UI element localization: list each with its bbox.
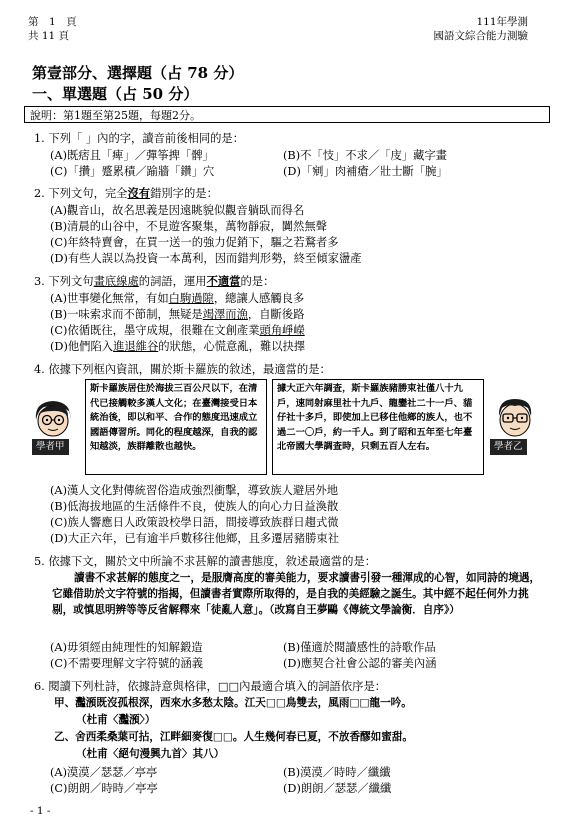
option-c[interactable]: (C)朗朗／時時／亭亭 [50,782,158,795]
question-stem-pre: 下列文句，完全 [48,187,128,200]
question-number: 6. [34,680,45,693]
option-c[interactable]: (C)族人響應日人政策設校學日語，間接導致族群日趨式微 [50,516,339,529]
question-number: 2. [34,187,45,200]
scholar-b-label: 學者乙 [490,439,527,455]
info-box-right-text: 據大正六年調查，斯卡羅族豬勝束社僅八十九戶，速同射麻里社十九戶、龍鑾社二十一戶、貓仔社十多戶，即使加上已移住他鄉的族人，也不過二一〇戶，約一千人。到了昭和五年至七年臺北帝國大學調查時，只剩五百人左右。 [277,383,473,452]
scholar-b-avatar [492,396,538,438]
page-number: 第 1 頁 [28,16,77,28]
question-5 [34,554,376,569]
question-1 [34,131,244,146]
option-c[interactable]: (C)「攢」蹙累積／踰牆「鑽」穴 [50,165,215,178]
option-a[interactable]: (A)漢人文化對傳統習俗造成強烈衝擊，導致族人避居外地 [50,484,339,497]
poem-1-source: （杜甫〈灩澦〉） [76,714,156,726]
question-6 [34,679,386,694]
question-stem: 閱讀下列杜詩，依據詩意與格律，□□內最適合填入的詞語依序是： [48,680,387,693]
info-box-left [85,379,267,475]
question-stem: 下列「 」內的字，讀音前後相同的是： [48,132,245,145]
option-d-pre: (D)他們陷入 [50,340,114,353]
option-c-underline: 頭角崢嶸 [259,324,305,337]
question-stem-pre: 下列文句 [48,275,94,288]
option-a[interactable] [50,291,304,306]
exam-year: 111年學測 [476,16,528,28]
option-d[interactable]: (D)應契合社會公認的審美內涵 [283,657,437,670]
question-stem-emphasis: 沒有 [127,186,151,200]
option-b-pre: (B)一味索求而不節制，無疑是 [50,308,203,321]
option-d[interactable]: (D)有些人誤以為投資一本萬利，因而錯判形勢，終至傾家盪產 [50,252,362,265]
option-b[interactable]: (B)漠漠／時時／纖纖 [283,766,391,779]
option-a[interactable]: (A)觀音山，故名思義是因遠眺貌似觀音躺臥而得名 [50,204,305,217]
info-box-left-text: 斯卡羅族居住於海拔三百公尺以下，在清代已接觸較多漢人文化；在臺灣接受日本統治後，即以和平、合作的態度迅速成立國語傳習所。同化的程度越深，自我的認知越淡，族群離散也越快。 [90,383,258,452]
reading-passage: 讀書不求甚解的態度之一，是服膺高度的審美能力，要求讀書引發一種渾成的心智，如同詩的境遇，它雖借助於文字符號的指揭，但讀書者實際所取得的，是自我的美經驗之誕生。其中經不起任何外力挑剔，或慎思明辨等等反省解釋來「徒亂人意」。（改寫自王夢鷗《傳統文學論衡．自序》） [52,572,541,616]
question-4 [34,362,331,377]
option-b-underline: 竭澤而漁 [202,308,248,321]
option-d[interactable]: (D)「剜」肉補瘡／壯士斷「腕」 [283,165,448,178]
option-b[interactable]: (B)僅適於閱讀感性的詩歌作品 [283,641,436,654]
option-a-underline: 白駒過隙 [168,292,214,305]
option-b[interactable]: (B)低海拔地區的生活條件不良，使族人的向心力日益渙散 [50,500,339,513]
section-title: 第壹部分、選擇題（占 78 分） [32,64,244,82]
option-a[interactable]: (A)毋須經由純理性的知解鍛造 [50,641,203,654]
scholar-a-label: 學者甲 [32,439,69,455]
question-stem: 依據下文，關於文中所論不求甚解的讀書態度，敘述最適當的是： [48,555,376,568]
option-a-pre: (A)世事變化無常，有如 [50,292,169,305]
info-box-right [272,379,484,475]
question-stem-underline: 畫底線處 [93,275,139,288]
question-2 [34,186,218,201]
option-c[interactable] [50,323,305,338]
option-b-post: ，自斷後路 [247,308,305,321]
option-c[interactable]: (C)不需要理解文字符號的涵義 [50,657,204,670]
exam-subject: 國語文綜合能力測驗 [433,30,528,42]
option-a[interactable]: (A)既痞且「痺」／彈筝捭「髀」 [50,149,214,162]
option-b[interactable] [50,307,304,322]
question-3 [34,274,274,289]
question-stem-post: 錯別字的是： [150,187,218,200]
question-number: 4. [34,363,45,376]
section-subtitle: 一、單選題（占 50 分） [32,85,199,103]
option-b[interactable]: (B)不「忮」不求／「庋」藏字畫 [283,149,447,162]
option-d-post: 的狀態，心慌意亂，難以抉擇 [158,340,306,353]
page-total: 共 11 頁 [28,30,70,42]
option-d-underline: 進退維谷 [113,340,159,353]
option-d[interactable]: (D)朗朗／瑟瑟／纖纖 [283,782,392,795]
scholar-a-avatar [30,398,76,438]
option-c-pre: (C)依循既往，墨守成規，很難在文創產業 [50,324,260,337]
page-footer: - 1 - [30,805,51,817]
option-a-post: ，總讓人感觸良多 [213,292,305,305]
question-number: 5. [34,555,45,568]
option-d[interactable] [50,339,305,354]
question-stem-post: 的是： [240,275,275,288]
option-c[interactable]: (C)年終特賣會，在買一送一的強力促銷下，驅之若鶩者多 [50,236,339,249]
poem-1: 甲、灩澦既沒孤根深，西來水多愁太陰。江天□□鳥雙去，風雨□□龍一吟。 [54,697,412,709]
instruction-note: 說明：第1題至第25題，每題2分。 [24,106,550,123]
option-d[interactable]: (D)大正六年，已有逾半戶數移往他鄉，且多遷居豬勝束社 [50,532,339,545]
poem-2-source: （杜甫〈絕句漫興九首〉其八） [76,748,225,760]
question-number: 1. [34,132,45,145]
option-b[interactable]: (B)清晨的山谷中，不見遊客聚集，萬物靜寂，闐然無聲 [50,220,327,233]
question-stem-emphasis: 不適當 [206,274,241,288]
question-stem: 依據下列框內資訊，關於斯卡羅族的敘述，最適當的是： [48,363,331,376]
option-a[interactable]: (A)漠漠／瑟瑟／亭亭 [50,766,158,779]
question-stem-mid: 的詞語，運用 [138,275,207,288]
question-number: 3. [34,275,45,288]
poem-2: 乙、舍西柔桑葉可拈，江畔細麥復□□。人生幾何春已夏，不放香醪如蜜甜。 [54,731,414,743]
